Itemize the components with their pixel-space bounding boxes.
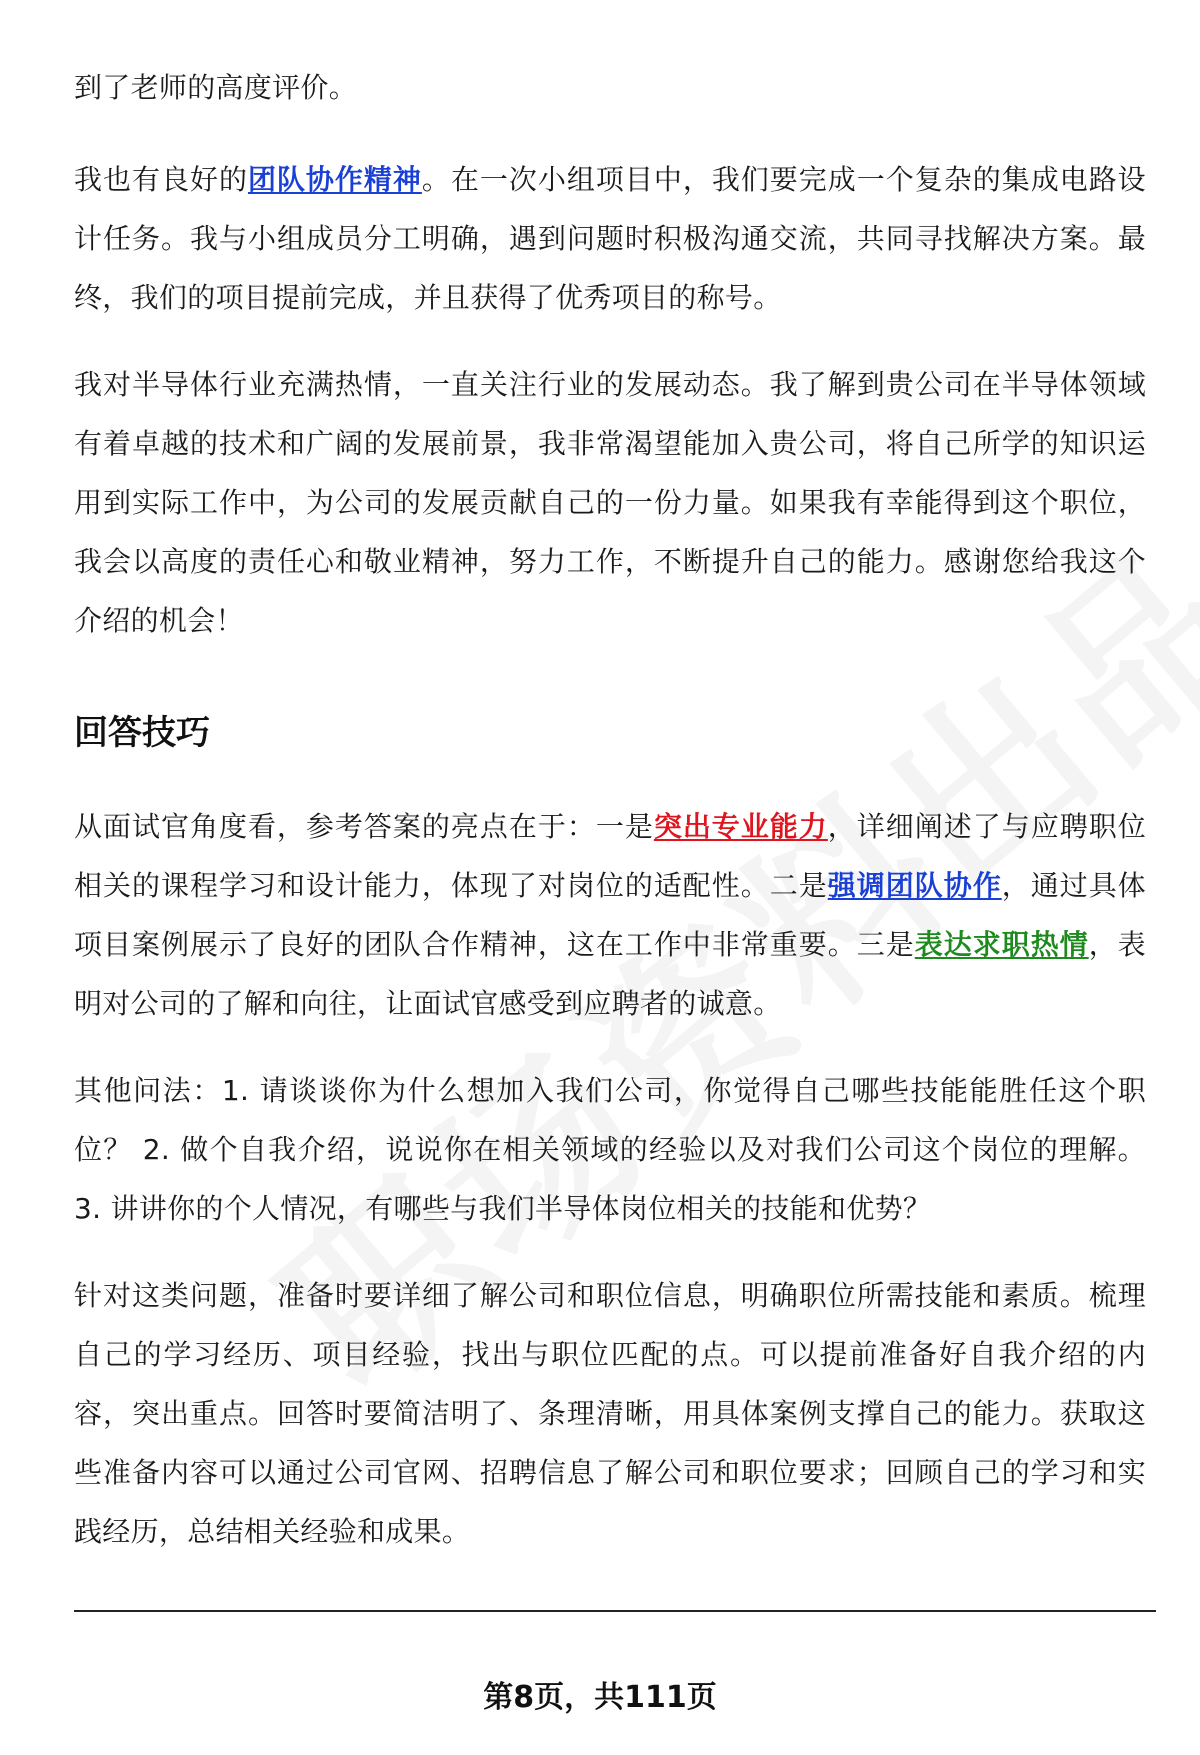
teamwork-text-before: 我也有良好的 xyxy=(74,163,248,196)
teamwork-text-after: 。在一次小组项目中，我们要完成一个复杂的集成电路设计任务。我与小组成员分工明确，遇到问题时积极沟通交流，共同寻找解决方案。最终，我们的项目提前完成，并且获得了优秀项目的称号。 xyxy=(74,163,1146,314)
page-number: 第8页，共111页 xyxy=(483,1680,717,1715)
section-title: 回答技巧 xyxy=(74,713,210,753)
paragraph-other-questions: 其他问法：1. 请谈谈你为什么想加入我们公司，你觉得自己哪些技能能胜任这个职位？ 2. 做个自我介绍，说说你在相关领域的经验以及对我们公司这个岗位的理解。 3. 讲讲你的个人情况，有哪些与我们半导体岗位相关的技能和优势？ xyxy=(74,1074,1146,1225)
paragraph-analysis xyxy=(74,797,1146,1033)
paragraph-passion: 我对半导体行业充满热情，一直关注行业的发展动态。我了解到贵公司在半导体领域有着卓越的技术和广阔的发展前景，我非常渴望能加入贵公司，将自己所学的知识运用到实际工作中，为公司的发展贡献自己的一份力量。如果我有幸能得到这个职位，我会以高度的责任心和敬业精神，努力工作，不断提升自己的能力。感谢您给我这个介绍的机会！ xyxy=(74,368,1146,637)
highlight-teamwork: 强调团队协作 xyxy=(827,869,1002,902)
paragraph-preparation: 针对这类问题，准备时要详细了解公司和职位信息，明确职位所需技能和素质。梳理自己的学习经历、项目经验，找出与职位匹配的点。可以提前准备好自我介绍的内容，突出重点。回答时要简洁明了、条理清晰，用具体案例支撑自己的能力。获取这些准备内容可以通过公司官网、招聘信息了解公司和职位要求；回顾自己的学习和实践经历，总结相关经验和成果。 xyxy=(74,1279,1146,1548)
analysis-text-3: ，通过具体项目案例展示了良好的团队合作精神，这在工作中非常重要。三是 xyxy=(74,869,1146,961)
document-body xyxy=(74,58,1146,1589)
teamwork-highlight: 团队协作精神 xyxy=(247,163,422,196)
highlight-enthusiasm: 表达求职热情 xyxy=(914,928,1089,961)
paragraph-1: 到了老师的高度评价。 xyxy=(74,71,358,104)
paragraph-teamwork xyxy=(74,150,1146,327)
analysis-text-4: ，表明对公司的了解和向往，让面试官感受到应聘者的诚意。 xyxy=(74,928,1146,1020)
analysis-text-2: ，详细阐述了与应聘职位相关的课程学习和设计能力，体现了对岗位的适配性。二是 xyxy=(74,810,1146,902)
highlight-professional: 突出专业能力 xyxy=(653,810,828,843)
analysis-text-1: 从面试官角度看，参考答案的亮点在于：一是 xyxy=(74,810,654,843)
footer-divider xyxy=(74,1610,1156,1612)
